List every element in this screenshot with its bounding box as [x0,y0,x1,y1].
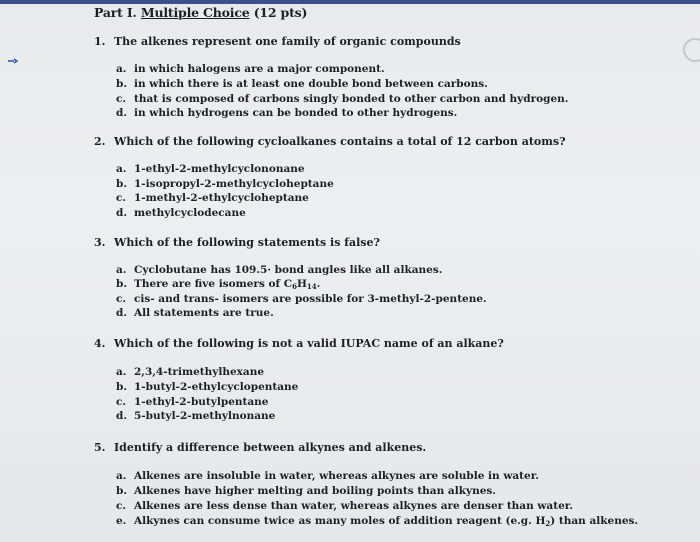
question-4-option-a[interactable] [116,366,264,378]
option-text: 2,3,4-trimethylhexane [134,366,265,378]
question-1-option-d[interactable] [116,107,457,119]
question-2 [94,135,566,148]
option-letter: b. [116,278,127,290]
question-4 [94,337,504,350]
question-5 [94,441,426,454]
option-letter: c. [116,500,127,512]
option-letter: a. [116,163,127,175]
option-letter: a. [116,470,127,482]
formula-subscript: 14 [306,282,317,291]
question-2-option-c[interactable] [116,192,309,204]
option-text-end: . [316,278,321,290]
formula-subscript: 6 [292,282,297,291]
option-text: 1-ethyl-2-methylcyclononane [134,163,305,175]
option-letter: e. [116,515,127,527]
part-prefix: Part I. [94,5,137,20]
pen-mark-icon [8,58,18,64]
question-1-option-b[interactable] [116,78,488,90]
option-letter: a. [116,63,127,75]
option-letter: a. [116,264,127,276]
option-text: in which hydrogens can be bonded to other hydrogens. [134,107,458,119]
formula-element: H [296,278,307,290]
option-text: in which there is at least one double bond between carbons. [134,78,488,90]
option-letter: a. [116,366,127,378]
option-letter: b. [116,485,127,497]
question-text: Which of the following is not a valid IUPAC name of an alkane? [114,337,504,350]
option-text: 1-methyl-2-ethylcycloheptane [134,192,309,204]
option-letter: d. [116,307,127,319]
part-title-text: Multiple Choice [140,5,250,20]
question-text: The alkenes represent one family of organic compounds [114,35,461,48]
top-edge-bar [0,0,700,4]
question-3-option-c[interactable] [116,293,487,305]
option-letter: b. [116,178,127,190]
question-4-option-b[interactable] [116,381,298,393]
option-letter: d. [116,207,127,219]
question-2-option-a[interactable] [116,163,305,175]
option-text: 1-butyl-2-ethylcyclopentane [134,381,299,393]
question-text: Identify a difference between alkynes and alkenes. [114,441,427,454]
question-3 [94,236,380,249]
question-1 [94,35,461,48]
question-5-option-e[interactable] [116,515,638,528]
option-letter: c. [116,93,127,105]
part-title [94,5,307,20]
formula-subscript: 2 [545,519,551,528]
question-number: 2. [94,135,106,148]
question-1-option-a[interactable] [116,63,385,75]
option-text: All statements are true. [134,307,274,319]
option-letter: c. [116,192,127,204]
option-letter: b. [116,78,127,90]
option-text: methylcyclodecane [134,207,246,219]
question-4-option-d[interactable] [116,410,275,422]
question-text: Which of the following statements is false? [114,236,380,249]
question-3-option-b[interactable] [116,278,320,291]
question-number: 5. [94,441,106,454]
option-text: There are five isomers of C [134,278,293,290]
question-5-option-c[interactable] [116,500,573,512]
option-letter: d. [116,410,127,422]
option-text: 5-butyl-2-methylnonane [134,410,276,422]
option-text: that is composed of carbons singly bonded to other carbon and hydrogen. [134,93,569,105]
question-number: 1. [94,35,106,48]
option-letter: c. [116,396,127,408]
question-text: Which of the following cycloalkanes contains a total of 12 carbon atoms? [114,135,566,148]
part-points: (12 pts) [253,5,308,20]
option-text: Cyclobutane has 109.5· bond angles like all alkanes. [134,264,443,276]
option-text: Alkenes have higher melting and boiling points than alkynes. [134,485,496,497]
option-letter: d. [116,107,127,119]
question-3-option-d[interactable] [116,307,274,319]
option-text-end: ) than alkenes. [550,515,639,527]
option-text: Alkynes can consume twice as many moles of addition reagent (e.g. H [134,515,546,527]
circle-mark-icon [683,38,700,62]
option-text: 1-isopropyl-2-methylcycloheptane [134,178,334,190]
option-text: Alkenes are insoluble in water, whereas alkynes are soluble in water. [134,470,539,482]
option-text: cis- and trans- isomers are possible for 3-methyl-2-pentene. [134,293,487,305]
question-5-option-a[interactable] [116,470,539,482]
question-number: 3. [94,236,106,249]
option-letter: b. [116,381,127,393]
option-letter: c. [116,293,127,305]
question-number: 4. [94,337,106,350]
question-2-option-b[interactable] [116,178,334,190]
question-1-option-c[interactable] [116,93,568,105]
question-5-option-b[interactable] [116,485,496,497]
question-4-option-c[interactable] [116,396,268,408]
question-3-option-a[interactable] [116,264,442,276]
option-text: in which halogens are a major component. [134,63,385,75]
option-text: 1-ethyl-2-butylpentane [134,396,269,408]
option-text: Alkenes are less dense than water, whereas alkynes are denser than water. [134,500,573,512]
question-2-option-d[interactable] [116,207,246,219]
